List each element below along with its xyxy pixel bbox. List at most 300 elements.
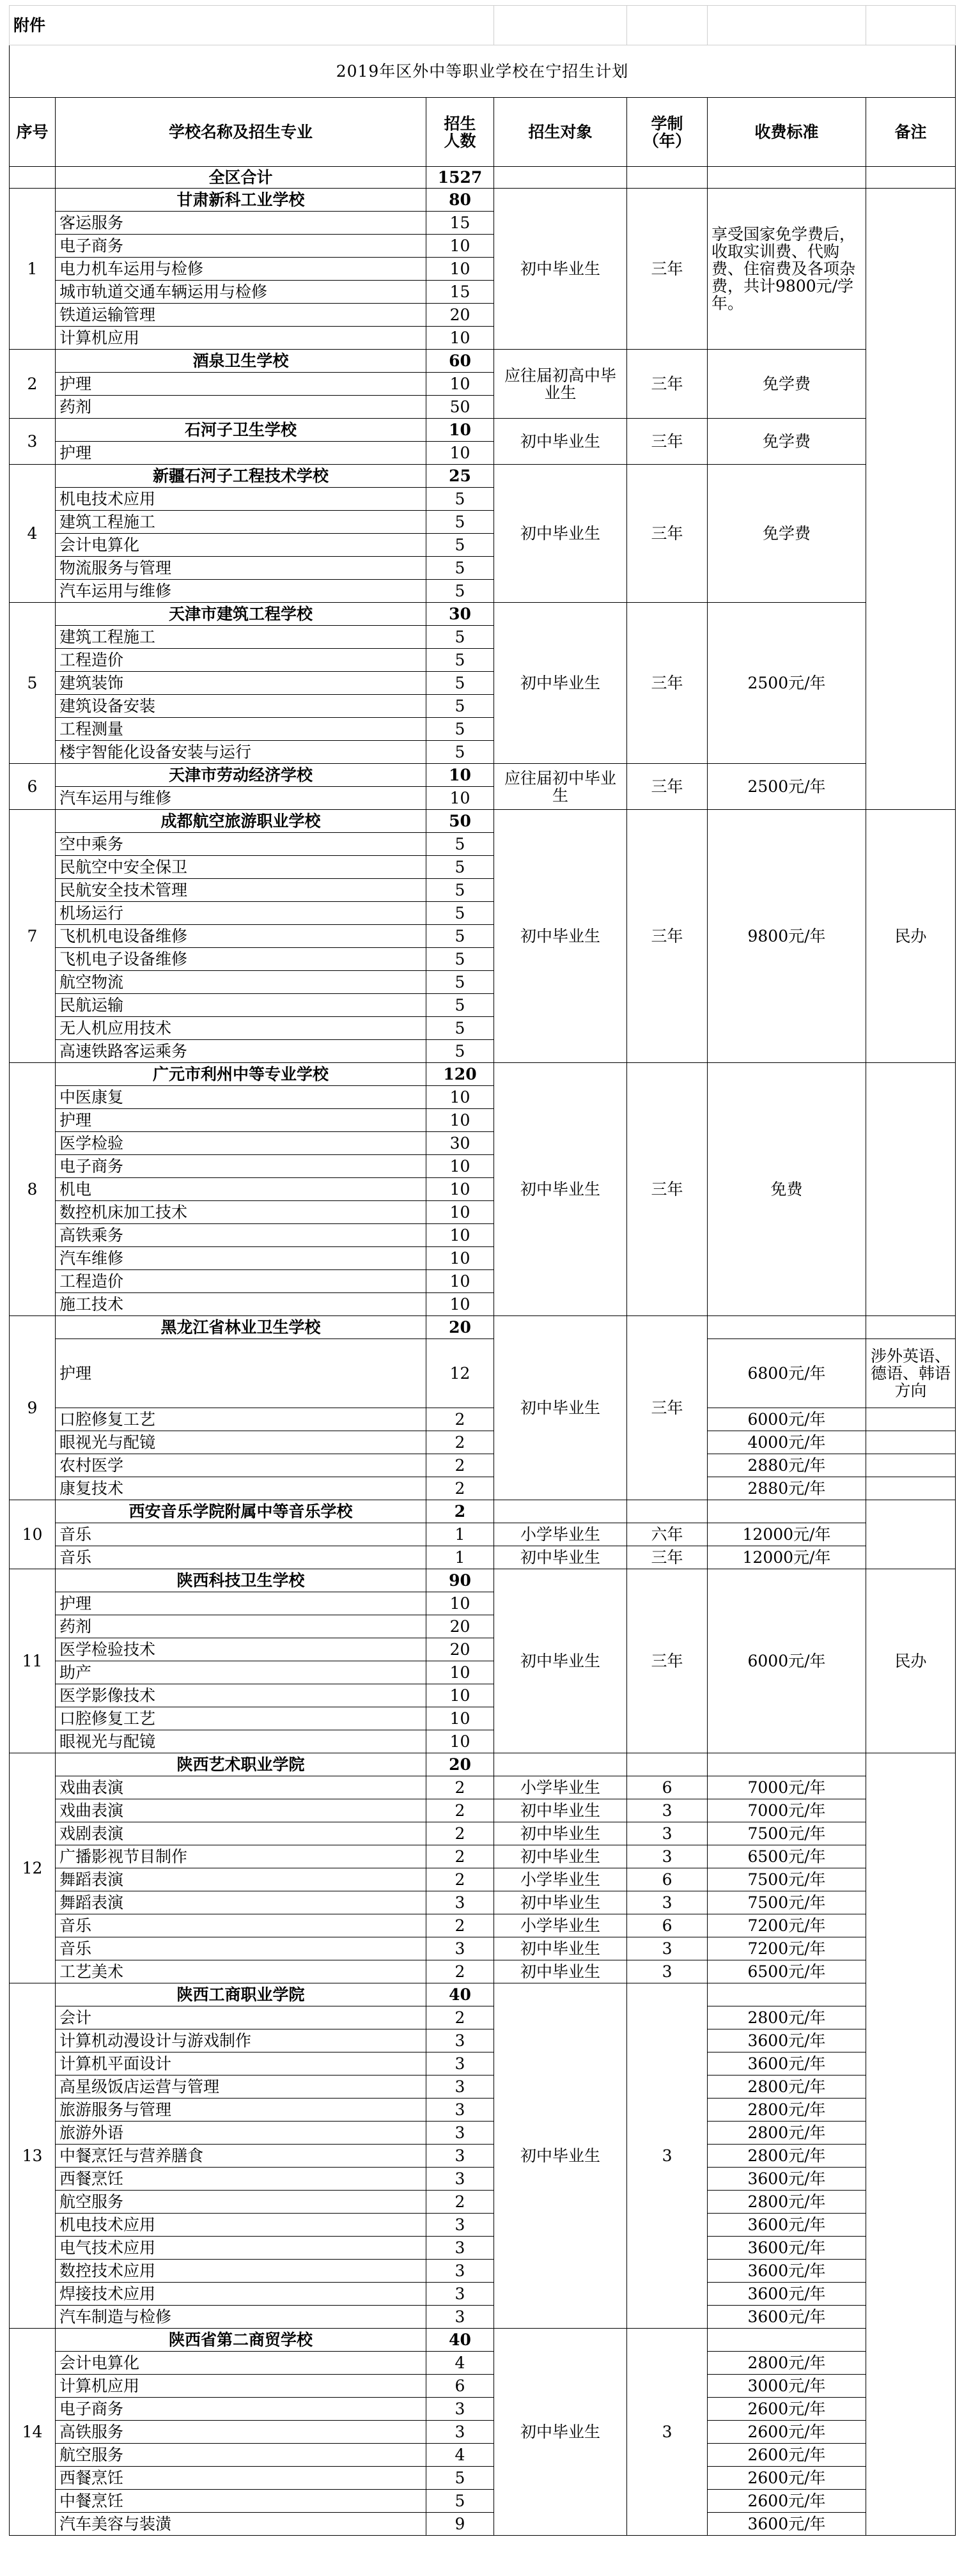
- major-name: 农村医学: [56, 1454, 426, 1477]
- major-quota: 10: [426, 1224, 494, 1247]
- major-quota: 5: [426, 2490, 494, 2513]
- header-fee: 收费标准: [708, 98, 866, 167]
- school-quota: 20: [426, 1753, 494, 1776]
- school-quota: 2: [426, 1500, 494, 1523]
- blank-cell: [627, 1753, 708, 1776]
- school-seq: 6: [10, 764, 56, 810]
- major-name: 中医康复: [56, 1086, 426, 1109]
- total-label: 全区合计: [56, 167, 426, 189]
- major-fee: 2800元/年: [708, 2352, 866, 2375]
- school-fee: 6000元/年: [708, 1569, 866, 1753]
- school-quota: 10: [426, 764, 494, 787]
- title-row: [10, 45, 956, 98]
- major-duration: 6: [627, 1914, 708, 1937]
- major-row: [10, 1776, 956, 1799]
- major-quota: 3: [426, 2168, 494, 2191]
- major-name: 航空服务: [56, 2191, 426, 2214]
- major-quota: 5: [426, 580, 494, 603]
- school-row: [10, 1753, 956, 1776]
- major-name: 施工技术: [56, 1293, 426, 1316]
- school-fee: 免学费: [708, 465, 866, 603]
- major-fee: 7500元/年: [708, 1891, 866, 1914]
- school-target: 初中毕业生: [494, 465, 627, 603]
- school-quota: 40: [426, 1983, 494, 2006]
- major-row: [10, 2006, 956, 2029]
- major-row: [10, 2283, 956, 2306]
- school-fee: 免学费: [708, 350, 866, 419]
- major-name: 会计电算化: [56, 2352, 426, 2375]
- major-name: 工程测量: [56, 718, 426, 741]
- major-quota: 5: [426, 511, 494, 534]
- major-fee: 7000元/年: [708, 1776, 866, 1799]
- school-name: 西安音乐学院附属中等音乐学校: [56, 1500, 426, 1523]
- major-quota: 30: [426, 1132, 494, 1155]
- header-seq: 序号: [10, 98, 56, 167]
- major-name: 机电技术应用: [56, 2214, 426, 2237]
- major-quota: 2: [426, 1408, 494, 1431]
- major-target: 初中毕业生: [494, 1891, 627, 1914]
- school-seq: 8: [10, 1063, 56, 1316]
- school-name: 黑龙江省林业卫生学校: [56, 1316, 426, 1339]
- school-quota: 25: [426, 465, 494, 488]
- major-fee: 2600元/年: [708, 2490, 866, 2513]
- major-fee: 2600元/年: [708, 2467, 866, 2490]
- major-name: 工程造价: [56, 1270, 426, 1293]
- school-duration: 3: [627, 2329, 708, 2536]
- major-name: 工艺美术: [56, 1960, 426, 1983]
- major-quota: 2: [426, 1822, 494, 1845]
- school-target: 初中毕业生: [494, 1983, 627, 2329]
- school-target: 应往届初高中毕业生: [494, 350, 627, 419]
- major-name: 电子商务: [56, 1155, 426, 1178]
- school-seq: 10: [10, 1500, 56, 1569]
- major-name: 医学检验技术: [56, 1638, 426, 1661]
- major-quota: 3: [426, 2052, 494, 2076]
- major-name: 机场运行: [56, 902, 426, 925]
- major-name: 汽车运用与维修: [56, 580, 426, 603]
- major-row: [10, 2260, 956, 2283]
- major-fee: 3600元/年: [708, 2052, 866, 2076]
- major-name: 口腔修复工艺: [56, 1408, 426, 1431]
- major-name: 航空物流: [56, 971, 426, 994]
- school-row: [10, 465, 956, 488]
- school-seq: 7: [10, 810, 56, 1063]
- blank-cell: [494, 1753, 627, 1776]
- major-name: 护理: [56, 1592, 426, 1615]
- major-quota: 20: [426, 1615, 494, 1638]
- remark-blank: [866, 1500, 956, 1569]
- major-quota: 2: [426, 1477, 494, 1500]
- major-quota: 5: [426, 902, 494, 925]
- major-name: 焊接技术应用: [56, 2283, 426, 2306]
- major-row: [10, 1960, 956, 1983]
- major-fee: 7200元/年: [708, 1914, 866, 1937]
- major-name: 音乐: [56, 1523, 426, 1546]
- header-school: 学校名称及招生专业: [56, 98, 426, 167]
- major-row: [10, 1914, 956, 1937]
- blank-cell: [866, 1431, 956, 1454]
- school-quota: 60: [426, 350, 494, 373]
- major-name: 音乐: [56, 1937, 426, 1960]
- major-name: 汽车制造与检修: [56, 2306, 426, 2329]
- major-quota: 5: [426, 2467, 494, 2490]
- major-name: 空中乘务: [56, 833, 426, 856]
- school-name: 成都航空旅游职业学校: [56, 810, 426, 833]
- major-name: 汽车美容与装潢: [56, 2513, 426, 2536]
- major-name: 音乐: [56, 1546, 426, 1569]
- school-row: [10, 764, 956, 787]
- school-duration: 三年: [627, 350, 708, 419]
- major-name: 西餐烹饪: [56, 2467, 426, 2490]
- school-target: 初中毕业生: [494, 1063, 627, 1316]
- major-quota: 2: [426, 1845, 494, 1868]
- blank-cell: [866, 1477, 956, 1500]
- major-quota: 5: [426, 1017, 494, 1040]
- major-duration: 6: [627, 1776, 708, 1799]
- school-target: 初中毕业生: [494, 603, 627, 764]
- major-quota: 3: [426, 2398, 494, 2421]
- major-quota: 5: [426, 833, 494, 856]
- major-quota: 5: [426, 718, 494, 741]
- major-fee: 3600元/年: [708, 2283, 866, 2306]
- major-name: 建筑装饰: [56, 672, 426, 695]
- major-row: [10, 1477, 956, 1500]
- school-row: [10, 2329, 956, 2352]
- major-quota: 6: [426, 2375, 494, 2398]
- major-fee: 2600元/年: [708, 2444, 866, 2467]
- major-name: 汽车维修: [56, 1247, 426, 1270]
- major-name: 口腔修复工艺: [56, 1707, 426, 1730]
- school-name: 天津市建筑工程学校: [56, 603, 426, 626]
- major-fee: 3600元/年: [708, 2214, 866, 2237]
- major-name: 护理: [56, 1109, 426, 1132]
- school-row: [10, 419, 956, 442]
- major-quota: 5: [426, 626, 494, 649]
- major-quota: 2: [426, 1776, 494, 1799]
- major-fee: 6800元/年: [708, 1339, 866, 1408]
- school-target: 初中毕业生: [494, 1569, 627, 1753]
- major-quota: 10: [426, 1293, 494, 1316]
- school-duration: 三年: [627, 603, 708, 764]
- school-duration: 三年: [627, 419, 708, 465]
- major-fee: 3600元/年: [708, 2260, 866, 2283]
- major-name: 护理: [56, 373, 426, 396]
- total-row: [10, 167, 956, 189]
- major-quota: 5: [426, 741, 494, 764]
- blank-cell: [708, 1500, 866, 1523]
- major-duration: 3: [627, 1845, 708, 1868]
- major-quota: 10: [426, 1661, 494, 1684]
- major-row: [10, 2306, 956, 2329]
- major-name: 眼视光与配镜: [56, 1431, 426, 1454]
- major-quota: 3: [426, 2237, 494, 2260]
- major-fee: 3600元/年: [708, 2513, 866, 2536]
- school-quota: 120: [426, 1063, 494, 1086]
- major-name: 机电技术应用: [56, 488, 426, 511]
- major-quota: 3: [426, 2029, 494, 2052]
- major-name: 广播影视节目制作: [56, 1845, 426, 1868]
- major-name: 工程造价: [56, 649, 426, 672]
- major-quota: 10: [426, 1592, 494, 1615]
- major-quota: 3: [426, 1891, 494, 1914]
- remark-private: 民办: [866, 1569, 956, 1753]
- major-quota: 5: [426, 925, 494, 948]
- header-quota-line2: 人数: [444, 131, 476, 150]
- major-name: 会计: [56, 2006, 426, 2029]
- major-fee: 12000元/年: [708, 1523, 866, 1546]
- major-quota: 2: [426, 1799, 494, 1822]
- enrollment-plan-table: [9, 5, 956, 2536]
- major-name: 旅游服务与管理: [56, 2099, 426, 2122]
- major-row: [10, 1523, 956, 1546]
- major-quota: 5: [426, 1040, 494, 1063]
- major-quota: 2: [426, 1960, 494, 1983]
- school-row: [10, 603, 956, 626]
- major-name: 无人机应用技术: [56, 1017, 426, 1040]
- major-row: [10, 1822, 956, 1845]
- major-quota: 1: [426, 1546, 494, 1569]
- remark-private: 民办: [866, 810, 956, 1063]
- school-seq: 5: [10, 603, 56, 764]
- major-quota: 20: [426, 304, 494, 327]
- major-fee: 2600元/年: [708, 2421, 866, 2444]
- major-name: 民航空中安全保卫: [56, 856, 426, 879]
- school-row: [10, 810, 956, 833]
- major-quota: 3: [426, 2283, 494, 2306]
- school-target: 应往届初中毕业生: [494, 764, 627, 810]
- major-quota: 10: [426, 787, 494, 810]
- major-quota: 2: [426, 1454, 494, 1477]
- major-name: 物流服务与管理: [56, 557, 426, 580]
- major-name: 西餐烹饪: [56, 2168, 426, 2191]
- major-name: 城市轨道交通车辆运用与检修: [56, 281, 426, 304]
- major-duration: 3: [627, 1799, 708, 1822]
- major-quota: 10: [426, 373, 494, 396]
- major-duration: 3: [627, 1960, 708, 1983]
- major-quota: 1: [426, 1523, 494, 1546]
- major-target: 小学毕业生: [494, 1914, 627, 1937]
- major-name: 高星级饭店运营与管理: [56, 2076, 426, 2099]
- school-target: 初中毕业生: [494, 419, 627, 465]
- major-row: [10, 1868, 956, 1891]
- remark-blank: [866, 189, 956, 810]
- major-name: 舞蹈表演: [56, 1891, 426, 1914]
- blank-cell: [708, 2329, 866, 2352]
- school-name: 酒泉卫生学校: [56, 350, 426, 373]
- major-row: [10, 2490, 956, 2513]
- major-duration: 3: [627, 1937, 708, 1960]
- major-quota: 5: [426, 695, 494, 718]
- major-row: [10, 2191, 956, 2214]
- remark-blank: [866, 1063, 956, 1316]
- school-duration: 三年: [627, 764, 708, 810]
- major-duration: 三年: [627, 1546, 708, 1569]
- school-target: 初中毕业生: [494, 810, 627, 1063]
- major-duration: 6: [627, 1868, 708, 1891]
- major-row: [10, 1799, 956, 1822]
- school-target: 初中毕业生: [494, 189, 627, 350]
- major-name: 计算机应用: [56, 2375, 426, 2398]
- major-row: [10, 2168, 956, 2191]
- major-fee: 3600元/年: [708, 2029, 866, 2052]
- school-seq: 11: [10, 1569, 56, 1753]
- major-quota: 10: [426, 442, 494, 465]
- major-target: 小学毕业生: [494, 1523, 627, 1546]
- header-remark: 备注: [866, 98, 956, 167]
- header-row: [10, 98, 956, 167]
- major-target: 初中毕业生: [494, 1960, 627, 1983]
- school-fee: 2500元/年: [708, 603, 866, 764]
- major-row: [10, 2029, 956, 2052]
- major-name: 数控技术应用: [56, 2260, 426, 2283]
- major-fee: 2800元/年: [708, 2006, 866, 2029]
- school-quota: 20: [426, 1316, 494, 1339]
- major-row: [10, 2076, 956, 2099]
- major-quota: 9: [426, 2513, 494, 2536]
- major-row: [10, 2375, 956, 2398]
- major-quota: 10: [426, 1684, 494, 1707]
- major-quota: 3: [426, 2099, 494, 2122]
- major-fee: 7500元/年: [708, 1822, 866, 1845]
- blank-cell: [866, 1408, 956, 1431]
- major-name: 计算机动漫设计与游戏制作: [56, 2029, 426, 2052]
- major-name: 建筑工程施工: [56, 626, 426, 649]
- major-fee: 2880元/年: [708, 1477, 866, 1500]
- major-name: 汽车运用与维修: [56, 787, 426, 810]
- school-fee: 免学费: [708, 419, 866, 465]
- major-quota: 5: [426, 488, 494, 511]
- major-fee: 2800元/年: [708, 2099, 866, 2122]
- major-quota: 4: [426, 2352, 494, 2375]
- major-name: 高铁乘务: [56, 1224, 426, 1247]
- school-seq: 2: [10, 350, 56, 419]
- major-name: 民航运输: [56, 994, 426, 1017]
- attachment-row: [10, 6, 956, 45]
- major-row: [10, 2237, 956, 2260]
- school-duration: 三年: [627, 1316, 708, 1500]
- school-seq: 13: [10, 1983, 56, 2329]
- major-target: 小学毕业生: [494, 1868, 627, 1891]
- major-name: 戏曲表演: [56, 1799, 426, 1822]
- major-fee: 2800元/年: [708, 2145, 866, 2168]
- major-row: [10, 1408, 956, 1431]
- major-target: 初中毕业生: [494, 1546, 627, 1569]
- major-quota: 3: [426, 2260, 494, 2283]
- school-name: 广元市利州中等专业学校: [56, 1063, 426, 1086]
- major-quota: 5: [426, 879, 494, 902]
- major-quota: 3: [426, 2214, 494, 2237]
- major-name: 铁道运输管理: [56, 304, 426, 327]
- major-name: 旅游外语: [56, 2122, 426, 2145]
- major-quota: 3: [426, 1937, 494, 1960]
- major-name: 药剂: [56, 1615, 426, 1638]
- school-quota: 30: [426, 603, 494, 626]
- major-quota: 10: [426, 1247, 494, 1270]
- major-name: 电力机车运用与检修: [56, 258, 426, 281]
- major-name: 药剂: [56, 396, 426, 419]
- major-quota: 15: [426, 212, 494, 235]
- major-name: 建筑工程施工: [56, 511, 426, 534]
- major-fee: 7000元/年: [708, 1799, 866, 1822]
- major-row: [10, 1891, 956, 1914]
- school-name: 陕西科技卫生学校: [56, 1569, 426, 1592]
- major-fee: 2800元/年: [708, 2191, 866, 2214]
- major-target: 初中毕业生: [494, 1822, 627, 1845]
- major-fee: 7500元/年: [708, 1868, 866, 1891]
- major-target: 初中毕业生: [494, 1937, 627, 1960]
- major-quota: 3: [426, 2122, 494, 2145]
- major-name: 中餐烹饪: [56, 2490, 426, 2513]
- major-name: 计算机应用: [56, 327, 426, 350]
- major-name: 护理: [56, 1339, 426, 1408]
- major-name: 飞机电子设备维修: [56, 948, 426, 971]
- school-seq: 1: [10, 189, 56, 350]
- header-target: 招生对象: [494, 98, 627, 167]
- major-quota: 2: [426, 2006, 494, 2029]
- major-quota: 10: [426, 1201, 494, 1224]
- blank-cell: [866, 1316, 956, 1339]
- major-name: 高铁服务: [56, 2421, 426, 2444]
- school-row: [10, 1569, 956, 1592]
- major-fee: 3600元/年: [708, 2306, 866, 2329]
- major-name: 电子商务: [56, 2398, 426, 2421]
- major-row: [10, 2099, 956, 2122]
- school-fee: 享受国家免学费后，收取实训费、代购费、住宿费及各项杂费，共计9800元/学年。: [708, 189, 866, 350]
- school-name: 天津市劳动经济学校: [56, 764, 426, 787]
- major-quota: 50: [426, 396, 494, 419]
- major-row: [10, 2145, 956, 2168]
- school-name: 陕西省第二商贸学校: [56, 2329, 426, 2352]
- school-quota: 50: [426, 810, 494, 833]
- school-fee: 免费: [708, 1063, 866, 1316]
- school-target: 初中毕业生: [494, 1316, 627, 1500]
- school-duration: 3: [627, 1983, 708, 2329]
- major-duration: 3: [627, 1891, 708, 1914]
- school-seq: 14: [10, 2329, 56, 2536]
- major-row: [10, 2513, 956, 2536]
- school-seq: 3: [10, 419, 56, 465]
- major-quota: 5: [426, 971, 494, 994]
- major-quota: 10: [426, 1707, 494, 1730]
- major-name: 客运服务: [56, 212, 426, 235]
- major-quota: 3: [426, 2306, 494, 2329]
- major-quota: 3: [426, 2076, 494, 2099]
- major-row: [10, 2444, 956, 2467]
- blank-cell: [708, 1753, 866, 1776]
- major-name: 民航安全技术管理: [56, 879, 426, 902]
- major-quota: 4: [426, 2444, 494, 2467]
- major-name: 舞蹈表演: [56, 1868, 426, 1891]
- blank-cell: [708, 1316, 866, 1339]
- major-duration: 3: [627, 1822, 708, 1845]
- major-name: 中餐烹饪与营养膳食: [56, 2145, 426, 2168]
- school-name: 陕西艺术职业学院: [56, 1753, 426, 1776]
- major-name: 眼视光与配镜: [56, 1730, 426, 1753]
- major-row: [10, 2052, 956, 2076]
- school-name: 陕西工商职业学院: [56, 1983, 426, 2006]
- major-row: [10, 2122, 956, 2145]
- major-name: 楼宇智能化设备安装与运行: [56, 741, 426, 764]
- school-duration: 三年: [627, 1063, 708, 1316]
- school-quota: 40: [426, 2329, 494, 2352]
- blank-cell: [627, 1500, 708, 1523]
- major-fee: 2800元/年: [708, 2076, 866, 2099]
- total-value: 1527: [426, 167, 494, 189]
- major-duration: 六年: [627, 1523, 708, 1546]
- major-quota: 5: [426, 994, 494, 1017]
- major-quota: 10: [426, 1178, 494, 1201]
- major-name: 戏曲表演: [56, 1776, 426, 1799]
